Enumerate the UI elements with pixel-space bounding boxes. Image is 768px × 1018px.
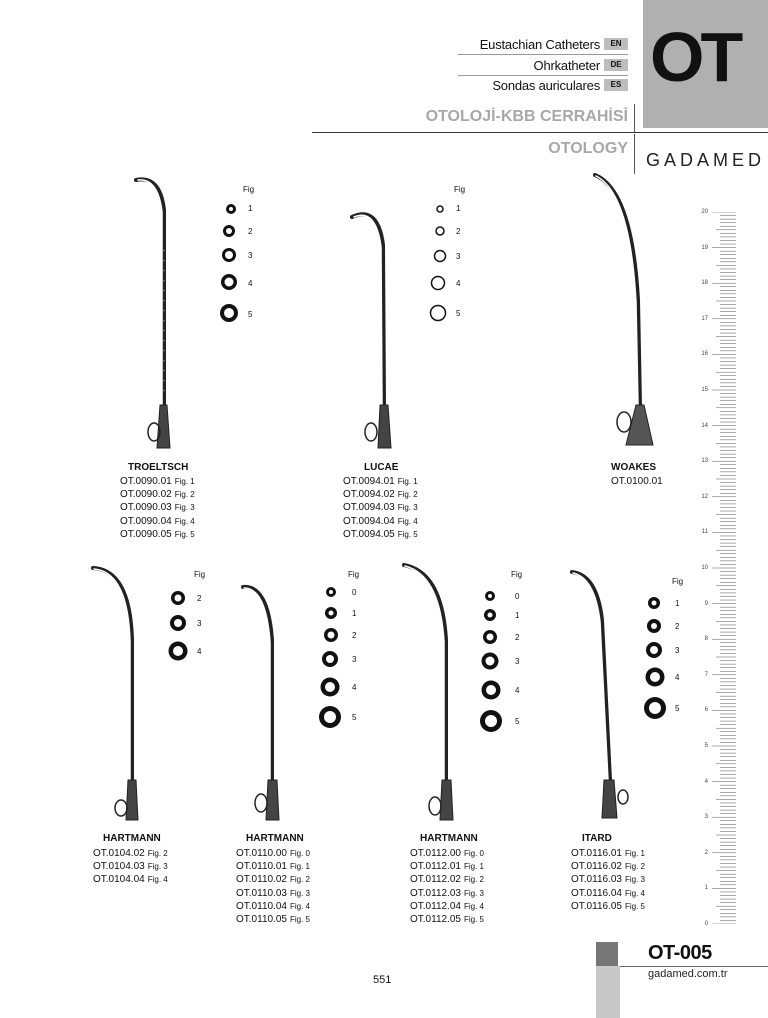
fig-number: 1 <box>515 611 520 620</box>
itard-catheter-drawing <box>572 572 628 818</box>
product-code-list <box>120 475 195 541</box>
product-code-row <box>120 501 195 514</box>
product-code: OT.0116.01 <box>571 848 622 859</box>
fig-ref: Fig. 4 <box>289 901 310 911</box>
fig-ref: Fig. 3 <box>463 888 484 898</box>
hartmann-size-circles <box>480 591 502 732</box>
product-code-row <box>120 528 195 541</box>
product-code-list <box>611 475 663 488</box>
fig-number: 2 <box>248 227 253 236</box>
product-code: OT.0110.05 <box>236 914 287 926</box>
product-code: OT.0094.01 <box>343 476 395 487</box>
product-code-row <box>571 873 645 886</box>
fig-ref: Fig. 4 <box>397 516 418 526</box>
lucae-size-circles <box>431 206 446 321</box>
fig-ref: Fig. 3 <box>289 888 310 898</box>
product-code: OT.0094.05 <box>343 528 395 540</box>
fig-number: 4 <box>248 279 253 288</box>
product-code: OT.0090.05 <box>120 528 172 540</box>
fig-number: 2 <box>675 622 680 631</box>
page-code: OT-005 <box>648 942 712 964</box>
product-code: OT.0116.02 <box>571 861 622 873</box>
ruler-number: 18 <box>701 280 708 287</box>
product-code: OT.0112.00 <box>410 848 461 859</box>
product-code: OT.0110.03 <box>236 887 287 899</box>
product-code-list <box>410 847 484 926</box>
fig-ref: Fig. 3 <box>147 862 168 872</box>
product-code: OT.0110.04 <box>236 900 287 912</box>
fig-number: 0 <box>515 592 520 601</box>
fig-header: Fig <box>672 577 684 586</box>
product-code: OT.0116.03 <box>571 874 622 886</box>
fig-number: 2 <box>197 594 202 603</box>
brand-logo: GADAMED <box>646 150 766 170</box>
fig-ref: Fig. 3 <box>174 503 195 513</box>
product-code: OT.0112.04 <box>410 900 461 912</box>
fig-number: 4 <box>352 683 357 692</box>
fig-number: 2 <box>515 633 520 642</box>
hartmann-size-circles <box>169 591 188 661</box>
fig-number: 4 <box>197 647 202 656</box>
product-code-row <box>410 847 484 860</box>
product-code-list <box>343 475 418 541</box>
ruler-number: 17 <box>701 315 708 322</box>
ruler-number: 14 <box>701 422 708 429</box>
fig-header: Fig <box>511 570 523 579</box>
fig-ref: Fig. 5 <box>289 915 310 925</box>
woakes-catheter-drawing <box>595 175 653 445</box>
product-code: OT.0116.04 <box>571 887 622 899</box>
page-number: 551 <box>373 974 392 986</box>
itard-size-circles <box>644 597 666 719</box>
product-code-row <box>410 913 484 926</box>
product-code-row <box>236 847 310 860</box>
fig-ref: Fig. 1 <box>174 477 195 486</box>
footer-accent <box>596 942 618 966</box>
product-code-row <box>571 900 645 913</box>
fig-ref: Fig. 4 <box>624 888 645 898</box>
lang-code-badge: DE <box>604 59 628 71</box>
fig-number: 1 <box>248 204 253 213</box>
ruler-number: 4 <box>704 778 708 785</box>
ruler-number: 10 <box>701 565 708 571</box>
product-code: OT.0104.04 <box>93 874 145 886</box>
hartmann-catheter-drawing <box>243 587 279 820</box>
fig-ref: Fig. 4 <box>147 875 168 885</box>
ruler-number: 1 <box>704 885 708 892</box>
ruler-number: 12 <box>701 493 708 500</box>
fig-ref: Fig. 4 <box>463 901 484 911</box>
product-code-row <box>343 528 418 541</box>
measurement-ruler <box>712 212 736 924</box>
product-code: OT.0094.02 <box>343 489 395 501</box>
product-code: OT.0090.04 <box>120 515 172 527</box>
lang-label: Ohrkatheter <box>533 57 600 73</box>
fig-number: 4 <box>675 673 680 682</box>
product-code-row <box>611 475 663 488</box>
troeltsch-catheter-drawing <box>136 179 170 448</box>
product-name: ITARD <box>582 833 612 844</box>
product-code-list <box>571 847 645 913</box>
ruler-number: 7 <box>704 671 708 678</box>
product-code-row <box>343 515 418 528</box>
fig-number: 3 <box>456 252 461 261</box>
product-code-row <box>236 913 310 926</box>
fig-ref: Fig. 3 <box>624 875 645 885</box>
fig-ref: Fig. 5 <box>624 901 645 911</box>
lang-code-badge: EN <box>604 38 628 50</box>
section-title-en: OTOLOGY <box>548 140 628 157</box>
product-code: OT.0112.02 <box>410 874 461 886</box>
fig-header: Fig <box>454 185 466 194</box>
product-code-row <box>571 847 645 860</box>
fig-number: 3 <box>197 619 202 628</box>
troeltsch-size-circles <box>220 204 238 322</box>
fig-number: 3 <box>675 646 680 655</box>
product-code-row <box>343 501 418 514</box>
product-code-row <box>571 860 645 873</box>
product-code-row <box>410 887 484 900</box>
lang-label: Eustachian Catheters <box>479 36 600 52</box>
ruler-number: 19 <box>701 244 708 251</box>
section-code: OT <box>650 18 740 96</box>
product-name: WOAKES <box>611 462 656 473</box>
fig-ref: Fig. 5 <box>397 529 418 539</box>
ruler-number: 13 <box>701 458 708 465</box>
ruler-number: 8 <box>704 636 708 643</box>
product-code: OT.0112.01 <box>410 861 461 873</box>
ruler-number: 3 <box>704 814 708 821</box>
ruler-number: 16 <box>701 351 708 358</box>
fig-header: Fig <box>243 185 255 194</box>
divider <box>620 966 768 967</box>
fig-ref: Fig. 0 <box>463 849 484 858</box>
product-name: TROELTSCH <box>128 462 189 473</box>
fig-number: 3 <box>352 655 357 664</box>
product-code: OT.0116.05 <box>571 900 622 912</box>
product-code-row <box>120 488 195 501</box>
hartmann-catheter-drawing <box>93 568 138 820</box>
product-code-list <box>93 847 168 887</box>
product-code-row <box>410 900 484 913</box>
ruler-number: 0 <box>704 921 708 927</box>
ruler-number: 11 <box>701 529 708 536</box>
fig-number: 5 <box>352 713 357 722</box>
fig-number: 5 <box>675 704 680 713</box>
product-code-row <box>410 860 484 873</box>
section-title-tr: OTOLOJİ-KBB CERRAHİSİ <box>425 108 628 125</box>
ruler-ticks <box>712 212 736 924</box>
fig-ref: Fig. 1 <box>624 849 645 858</box>
fig-ref: Fig. 3 <box>397 503 418 513</box>
lucae-catheter-drawing <box>352 214 391 448</box>
ruler-number: 9 <box>704 600 708 607</box>
website-link[interactable]: gadamed.com.tr <box>648 968 728 980</box>
product-code-row <box>93 873 168 886</box>
fig-ref: Fig. 2 <box>397 490 418 500</box>
fig-number: 2 <box>456 227 461 236</box>
fig-number: 5 <box>515 717 520 726</box>
fig-ref: Fig. 2 <box>289 875 310 885</box>
fig-number: 0 <box>352 588 357 597</box>
product-code-row <box>93 860 168 873</box>
fig-ref: Fig. 0 <box>289 849 310 858</box>
fig-ref: Fig. 5 <box>463 915 484 925</box>
fig-ref: Fig. 2 <box>174 490 195 500</box>
product-code: OT.0110.00 <box>236 848 287 859</box>
product-code-row <box>236 900 310 913</box>
lang-label: Sondas auriculares <box>492 77 600 93</box>
product-code-row <box>343 475 418 488</box>
product-code: OT.0100.01 <box>611 476 663 487</box>
fig-ref: Fig. 2 <box>147 849 168 858</box>
product-code: OT.0112.03 <box>410 887 461 899</box>
ruler-number: 15 <box>701 387 708 393</box>
product-code: OT.0104.02 <box>93 848 145 859</box>
fig-number: 5 <box>248 310 253 319</box>
product-code-row <box>236 873 310 886</box>
product-code: OT.0090.03 <box>120 502 172 514</box>
fig-ref: Fig. 1 <box>289 862 310 872</box>
product-code: OT.0090.01 <box>120 476 172 487</box>
product-code-row <box>236 887 310 900</box>
fig-header: Fig <box>348 570 360 579</box>
product-code-row <box>93 847 168 860</box>
product-code: OT.0112.05 <box>410 914 461 926</box>
ruler-number: 6 <box>704 707 708 714</box>
product-code: OT.0104.03 <box>93 861 145 873</box>
fig-number: 4 <box>515 686 520 695</box>
product-name: HARTMANN <box>246 833 304 844</box>
fig-ref: Fig. 1 <box>397 477 418 486</box>
product-code-row <box>571 887 645 900</box>
product-code-row <box>343 488 418 501</box>
product-code: OT.0110.02 <box>236 874 287 886</box>
product-code: OT.0094.03 <box>343 502 395 514</box>
product-code-row <box>120 515 195 528</box>
fig-number: 1 <box>675 599 680 608</box>
product-code-row <box>236 860 310 873</box>
hartmann-catheter-drawing <box>404 565 453 820</box>
hartmann-size-circles <box>319 587 341 728</box>
product-name: LUCAE <box>364 462 399 473</box>
product-name: HARTMANN <box>420 833 478 844</box>
fig-ref: Fig. 1 <box>463 862 484 872</box>
fig-number: 5 <box>456 309 461 318</box>
fig-ref: Fig. 5 <box>174 529 195 539</box>
fig-number: 3 <box>515 657 520 666</box>
fig-number: 2 <box>352 631 357 640</box>
product-code: OT.0090.02 <box>120 489 172 501</box>
product-code: OT.0110.01 <box>236 861 287 873</box>
fig-ref: Fig. 2 <box>463 875 484 885</box>
fig-number: 4 <box>456 279 461 288</box>
product-code: OT.0094.04 <box>343 515 395 527</box>
ruler-number: 5 <box>704 743 708 749</box>
fig-ref: Fig. 4 <box>174 516 195 526</box>
product-code-list <box>236 847 310 926</box>
fig-number: 1 <box>352 609 357 618</box>
ruler-number: 20 <box>701 209 708 215</box>
product-code-row <box>120 475 195 488</box>
fig-ref: Fig. 2 <box>624 862 645 872</box>
product-name: HARTMANN <box>103 833 161 844</box>
lang-code-badge: ES <box>604 79 628 91</box>
fig-number: 1 <box>456 204 461 213</box>
fig-header: Fig <box>194 570 206 579</box>
product-code-row <box>410 873 484 886</box>
ruler-number: 2 <box>704 849 708 856</box>
fig-number: 3 <box>248 251 253 260</box>
